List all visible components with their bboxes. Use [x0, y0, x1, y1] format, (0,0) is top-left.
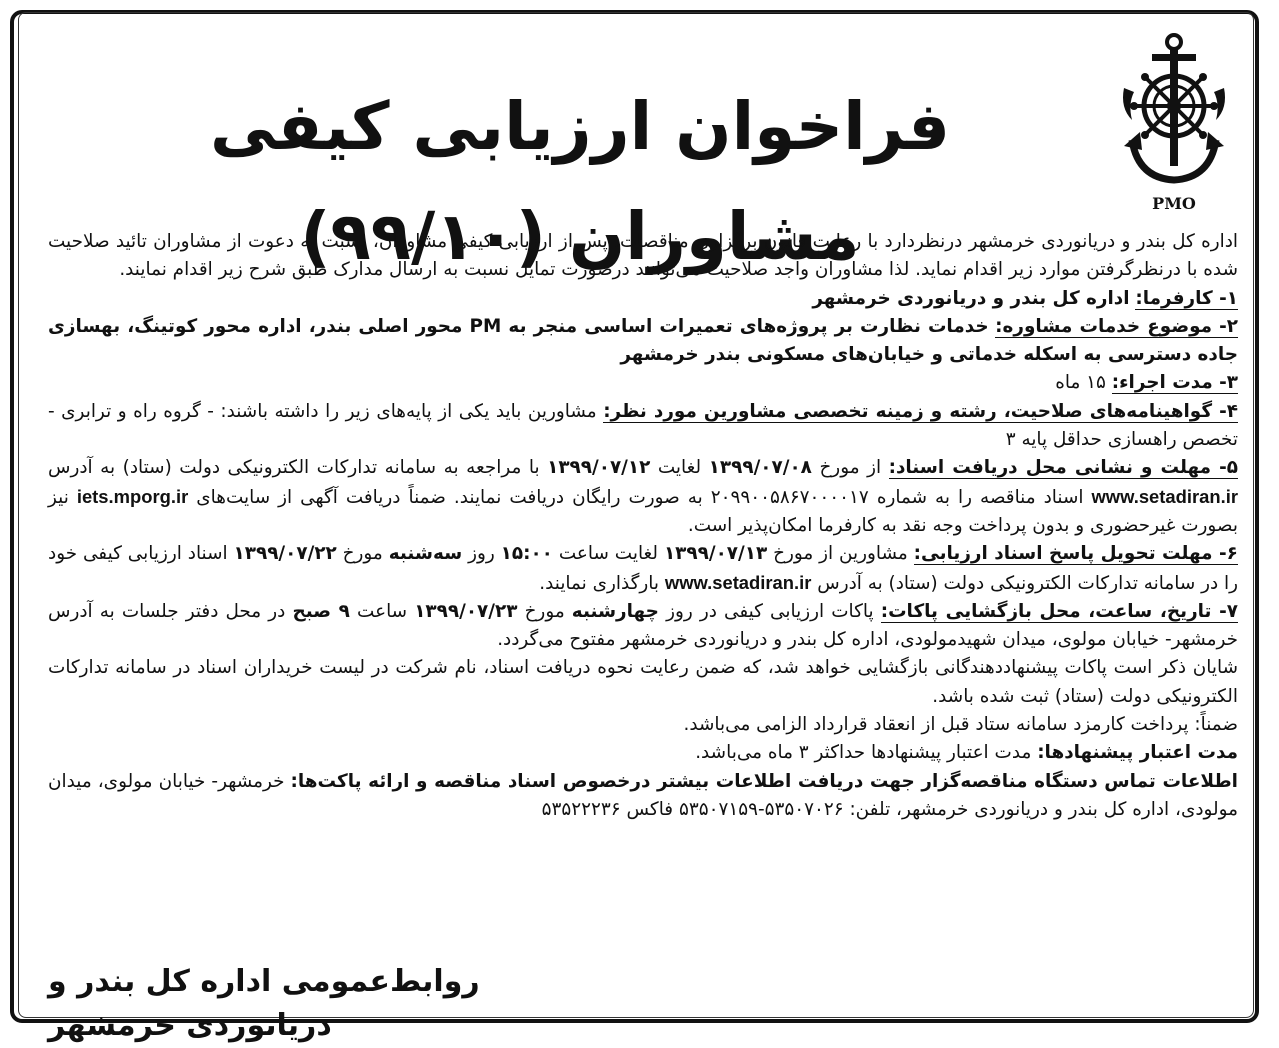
item-text: مشاورین از مورخ [773, 543, 908, 565]
item-qualifications [48, 398, 1238, 455]
item-text: ۱۵ ماه [1055, 372, 1106, 394]
item-label: ۱- کارفرما: [1135, 287, 1238, 309]
item-opening [48, 598, 1238, 655]
date-from: ۱۳۹۹/۰۷/۱۳ [663, 543, 768, 565]
item-document-deadline [48, 454, 1238, 540]
deadline-time: ۱۵:۰۰ [500, 543, 553, 565]
deadline-date: ۱۳۹۹/۰۷/۲۲ [233, 543, 337, 565]
note-paragraph: شایان ذکر است پاکات پیشنهاددهندگانی بازگشایی خواهد شد، که ضمن رعایت نحوه دریافت اسناد، نام شرکت در لیست خریداران اسناد در سامانه تدارکات الکترونیکی دولت (ستاد) ثبت شده باشد. [48, 657, 1238, 707]
item-label: ۳- مدت اجراء: [1111, 372, 1238, 394]
item-text: اداره کل بندر و دریانوردی خرمشهر [812, 287, 1130, 309]
validity-paragraph [48, 739, 1238, 767]
item-text: پاکات ارزیابی کیفی در روز [666, 600, 874, 622]
item-text: ساعت [357, 600, 408, 622]
public-relations-signature [48, 960, 588, 1043]
logo-caption: PMO [1152, 194, 1196, 213]
item-text: از مورخ [819, 457, 882, 479]
pmo-logo [1118, 28, 1230, 218]
item-text: خدمات نظارت بر پروژه‌های تعمیرات اساسی منجر به PM محور اصلی بندر، اداره محور کوتینگ، بهسازی جاده دسترسی به اسکله خدماتی و خیابان‌های مسکونی بندر خرمشهر [48, 315, 1238, 366]
item-label: ۲- موضوع خدمات مشاوره: [995, 315, 1238, 337]
item-text: لغایت ساعت [558, 543, 659, 565]
date-to: ۱۳۹۹/۰۷/۱۲ [547, 457, 651, 479]
opening-date: ۱۳۹۹/۰۷/۲۳ [414, 600, 518, 622]
opening-day: چهارشنبه [571, 600, 659, 622]
item-text: مورخ [342, 543, 383, 565]
item-label: ۷- تاریخ، ساعت، محل بازگشایی پاکات: [880, 600, 1239, 622]
item-text: لغایت [657, 457, 702, 479]
setadiran-link[interactable]: www.setadiran.ir [664, 571, 812, 593]
item-text: در محل دفتر جلسات به آدرس خرمشهر- خیابان مولوی، میدان شهیدمولودی، اداره کل بندر و دریانوردی خرمشهر مفتوح می‌گردد. [48, 600, 1238, 651]
validity-text: مدت اعتبار پیشنهادها حداکثر ۳ ماه می‌باشد. [695, 742, 1032, 764]
item-text: اسناد ارزیابی کیفی خود را در سامانه تدارکات الکترونیکی دولت (ستاد) به آدرس [48, 543, 1238, 594]
page-title: فراخوان ارزیابی کیفی مشاوران (۹۹/۱۰) [209, 88, 951, 275]
item-response-deadline [48, 540, 1238, 598]
item-text: مشاورین باید یکی از پایه‌های زیر را داشته باشند: - گروه راه و ترابری - تخصص راهسازی حداقل پایه ۳ [48, 400, 1238, 451]
notice-body [48, 228, 1238, 948]
anchor-wheel-emblem-icon [1118, 28, 1230, 188]
deadline-day: سه‌شنبه [388, 543, 463, 565]
item-text: روز [468, 543, 495, 565]
item-label: ۶- مهلت تحویل پاسخ اسناد ارزیابی: [913, 543, 1238, 565]
item-label: ۵- مهلت و نشانی محل دریافت اسناد: [888, 457, 1238, 479]
fee-paragraph: ضمناً: پرداخت کارمزد سامانه ستاد قبل از انعقاد قرارداد الزامی می‌باشد. [683, 714, 1238, 736]
item-subject [48, 313, 1238, 370]
item-text: بارگذاری نمایند. [539, 572, 660, 594]
item-label: ۴- گواهینامه‌های صلاحیت، رشته و زمینه تخصصی مشاورین مورد نظر: [603, 400, 1238, 422]
contact-label: اطلاعات تماس دستگاه مناقصه‌گزار جهت دریافت اطلاعات بیشتر درخصوص اسناد مناقصه و ارائه پاکت‌ها: [290, 770, 1238, 792]
date-from: ۱۳۹۹/۰۷/۰۸ [708, 457, 812, 479]
item-employer [48, 285, 1238, 313]
item-duration [48, 369, 1238, 397]
contact-text: خرمشهر- خیابان مولوی، میدان مولودی، اداره کل بندر و دریانوردی خرمشهر، تلفن: ۵۳۵۰۷۰۲۶-۵۳۵۰۷۱۵۹ فاکس ۵۳۵۲۲۲۳۶ [48, 770, 1238, 820]
contact-paragraph [48, 768, 1238, 825]
signature-text: روابط‌عمومی اداره کل بندر و دریانوردی خرمشهر [48, 964, 480, 1043]
iets-link[interactable]: iets.mporg.ir [76, 485, 189, 507]
item-text: نیز بصورت غیرحضوری و بدون پرداخت وجه نقد به کارفرما امکان‌پذیر است. [48, 486, 1238, 536]
validity-label: مدت اعتبار پیشنهادها: [1037, 742, 1238, 764]
setadiran-link[interactable]: www.setadiran.ir [1091, 485, 1238, 507]
item-text: اسناد مناقصه را به شماره ۲۰۹۹۰۰۵۸۶۷۰۰۰۰۱۷ به صورت رایگان دریافت نمایند. ضمناً دریافت آگهی از سایت‌های [196, 486, 1084, 508]
item-text: مورخ [524, 600, 565, 622]
item-text: با مراجعه به سامانه تدارکات الکترونیکی دولت (ستاد) به آدرس [48, 457, 540, 479]
opening-time: ۹ صبح [292, 600, 350, 622]
intro-paragraph: اداره کل بندر و دریانوردی خرمشهر درنظردارد با رعایت قانون برگزاری مناقصات، پس از ارزیابی کیفی مشاوران، نسبت به دعوت از مشاوران تائید صلاحیت شده با درنظرگرفتن موارد زیر اقدام نماید. لذا مشاوران واجد صلاحیت می‌توانند درصورت تمایل نسبت به ارسال مدارک طبق شرح زیر اقدام نمایند. [48, 231, 1238, 281]
